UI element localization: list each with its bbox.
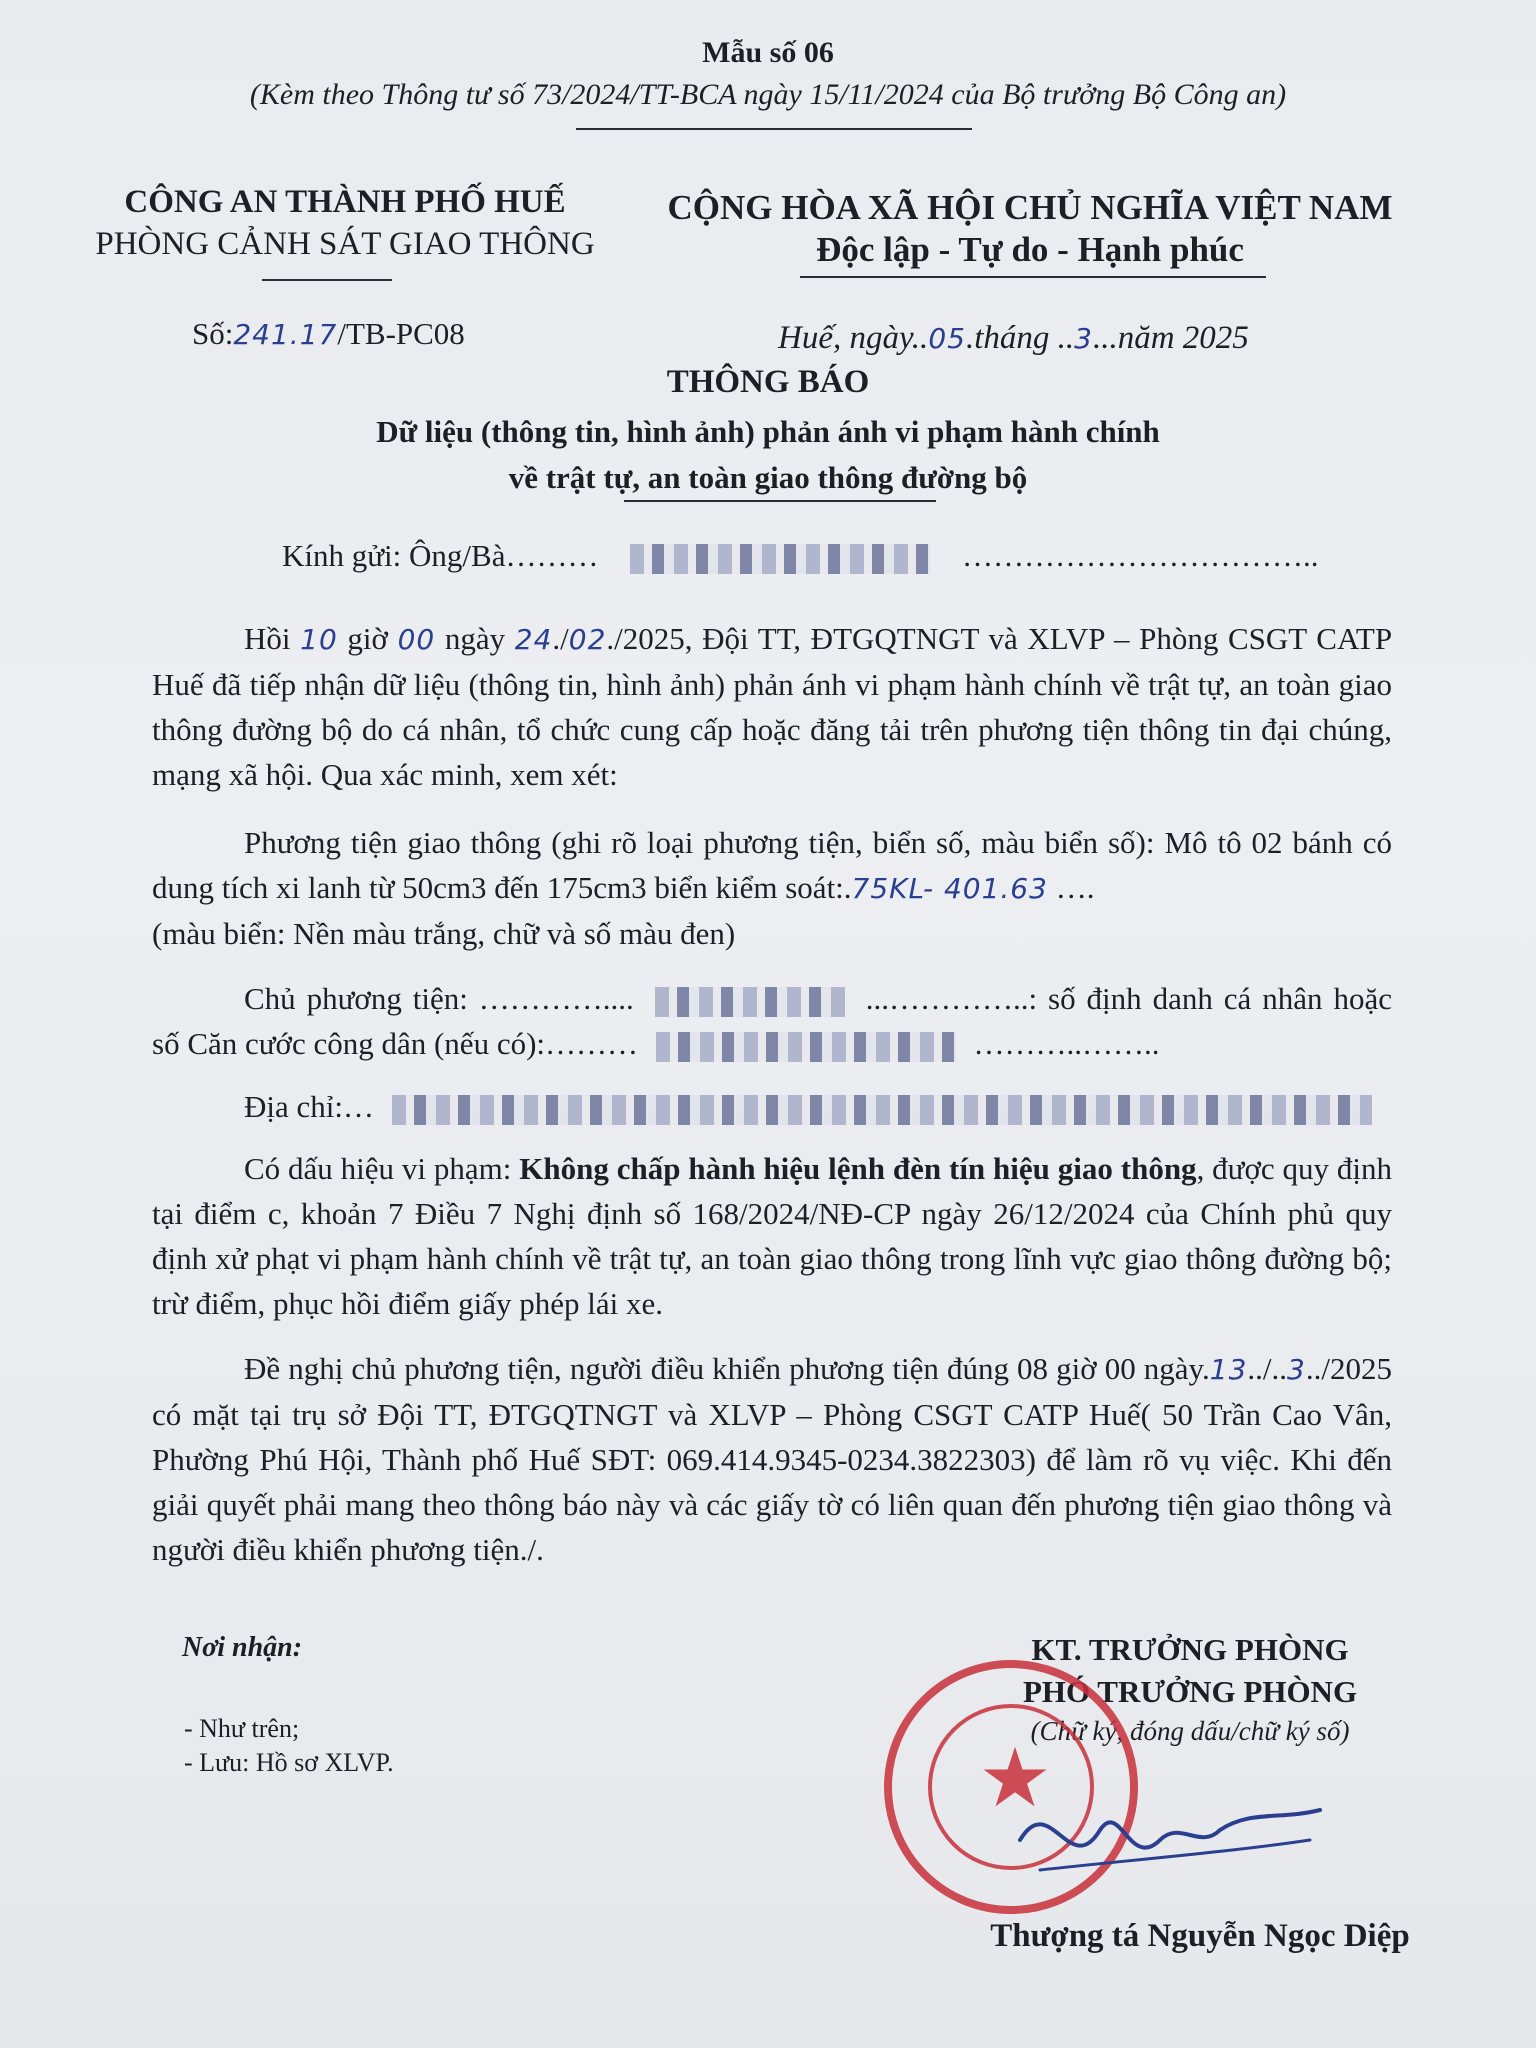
document-title: THÔNG BÁO [666, 364, 870, 400]
issue-date [778, 320, 1249, 357]
recipient-item-2: - Lưu: Hồ sơ XLVP. [184, 1748, 394, 1777]
appointment-month: 3 [1287, 1353, 1306, 1386]
p3-text-b: ...…………..: số định danh cá nhân hoặc số Căn cước công dân (nếu có):……… [152, 981, 1392, 1061]
p5-text-b: , được quy định tại điểm c, khoản 7 Điều 7 Nghị định số 168/2024/NĐ-CP ngày 26/12/2024 của Chính phủ quy định xử phạt vi phạm hành chính về trật tự, an toàn giao thông trong lĩnh vực giao thông đường bộ; trừ điểm, phục hồi điểm giấy phép lái xe. [152, 1151, 1392, 1321]
p1-text-c: ngày [444, 621, 506, 656]
p2-text-b: …. [1047, 870, 1095, 905]
doc-no-handwritten: 241.17 [233, 318, 338, 351]
date-year: ...năm 2025 [1092, 320, 1249, 356]
recipient-trail: …………………………….. [961, 538, 1319, 573]
date-day: 05 [928, 322, 966, 355]
document-subtitle-1: Dữ liệu (thông tin, hình ảnh) phản ánh vi phạm hành chính [376, 414, 1160, 449]
agency-name: CÔNG AN THÀNH PHỐ HUẾ [124, 184, 566, 220]
paragraph-address [152, 1084, 1392, 1129]
redacted-id [656, 1032, 956, 1062]
address-label: Địa chỉ:… [244, 1089, 374, 1124]
form-number: Mẫu số 06 [702, 36, 834, 69]
p1-minute: 00 [397, 623, 436, 656]
signer-name: Thượng tá Nguyễn Ngọc Diệp [990, 1918, 1410, 1954]
seal-star-icon: ★ [978, 1733, 1052, 1824]
violation-description: Không chấp hành hiệu lệnh đèn tín hiệu giao thông [519, 1151, 1197, 1186]
p1-text-d: ./ [552, 621, 569, 656]
p6-text-c: ../2025 có mặt tại trụ sở Đội TT, ĐTGQTNGT và XLVP – Phòng CSGT CATP Huế( 50 Trần Cao Vân, Phường Phú Hội, Thành phố Huế SĐT: 069.414.9345-0234.3822303) để làm rõ vụ việc. Khi đến giải quyết phải mang theo thông báo này và các giấy tờ có liên quan đến phương tiện giao thông và người điều khiển phương tiện./. [152, 1351, 1392, 1567]
p1-text-e: ./2025, Đội TT, ĐTGQTNGT và XLVP – Phòng CSGT CATP Huế đã tiếp nhận dữ liệu (thông tin, hình ảnh) phản ánh vi phạm hành chính về trật tự, an toàn giao thông đường bộ do cá nhân, tổ chức cung cấp hoặc đăng tải trên phương tiện thông tin đại chúng, mạng xã hội. Qua xác minh, xem xét: [152, 621, 1393, 792]
p1-hour: 10 [300, 623, 338, 656]
p2-text-a: Phương tiện giao thông (ghi rõ loại phương tiện, biển số, màu biển số): Mô tô 02 bánh có dung tích xi lanh từ 50cm3 đến 175cm3 biển kiểm soát:. [152, 825, 1392, 905]
signer-title-1: KT. TRƯỞNG PHÒNG [1031, 1632, 1349, 1667]
p6-text-a: Đề nghị chủ phương tiện, người điều khiển phương tiện đúng 08 giờ 00 ngày. [244, 1351, 1210, 1386]
date-prefix: Huế, ngày.. [778, 320, 929, 356]
paragraph-receipt [152, 616, 1392, 797]
p1-month: 02 [568, 623, 607, 656]
recipient-label: Kính gửi: Ông/Bà……… [282, 538, 599, 573]
license-plate: 75KL- 401.63 [851, 872, 1048, 905]
plate-color: (màu biển: Nền màu trắng, chữ và số màu đen) [152, 916, 736, 951]
p1-text-a: Hồi [244, 621, 291, 656]
header-divider [576, 128, 972, 130]
paragraph-owner [152, 976, 1392, 1066]
country-name: CỘNG HÒA XÃ HỘI CHỦ NGHĨA VIỆT NAM [667, 188, 1393, 227]
recipient-item-1: - Như trên; [184, 1714, 300, 1743]
form-reference: (Kèm theo Thông tư số 73/2024/TT-BCA ngày 15/11/2024 của Bộ trưởng Bộ Công an) [249, 78, 1287, 111]
redacted-address [392, 1095, 1372, 1125]
p1-text-b: giờ [347, 621, 388, 656]
signer-title-2: PHÓ TRƯỞNG PHÒNG [1022, 1674, 1358, 1709]
redacted-owner [655, 987, 845, 1017]
motto-underline [800, 276, 1266, 278]
signature-stroke [1010, 1760, 1330, 1900]
paragraph-violation [152, 1146, 1392, 1326]
title-underline [624, 500, 936, 502]
paragraph-vehicle [152, 820, 1392, 956]
p5-text-a: Có dấu hiệu vi phạm: [244, 1151, 520, 1186]
p3-text-c: ………..…….. [973, 1026, 1160, 1061]
p3-text-a: Chủ phương tiện: ………….... [244, 981, 634, 1016]
date-month: 3 [1074, 322, 1093, 355]
recipient-line [282, 538, 1318, 574]
p6-text-b: ../.. [1247, 1351, 1288, 1386]
appointment-day: 13 [1209, 1353, 1248, 1386]
doc-no-suffix: /TB-PC08 [337, 316, 465, 351]
doc-no-prefix: Số: [192, 316, 234, 351]
redacted-name [630, 544, 930, 574]
document-subtitle-2: về trật tự, an toàn giao thông đường bộ [508, 460, 1028, 495]
department-name: PHÒNG CẢNH SÁT GIAO THÔNG [95, 226, 595, 262]
recipients-title: Nơi nhận: [182, 1632, 303, 1663]
p1-day: 24 [514, 623, 553, 656]
document-number [192, 316, 465, 352]
paragraph-summons [152, 1346, 1392, 1572]
country-motto: Độc lập - Tự do - Hạnh phúc [816, 230, 1244, 269]
agency-underline [262, 279, 392, 281]
signature-note: (Chữ ký, đóng dấu/chữ ký số) [1030, 1716, 1350, 1746]
date-month-label: .tháng .. [965, 320, 1075, 356]
